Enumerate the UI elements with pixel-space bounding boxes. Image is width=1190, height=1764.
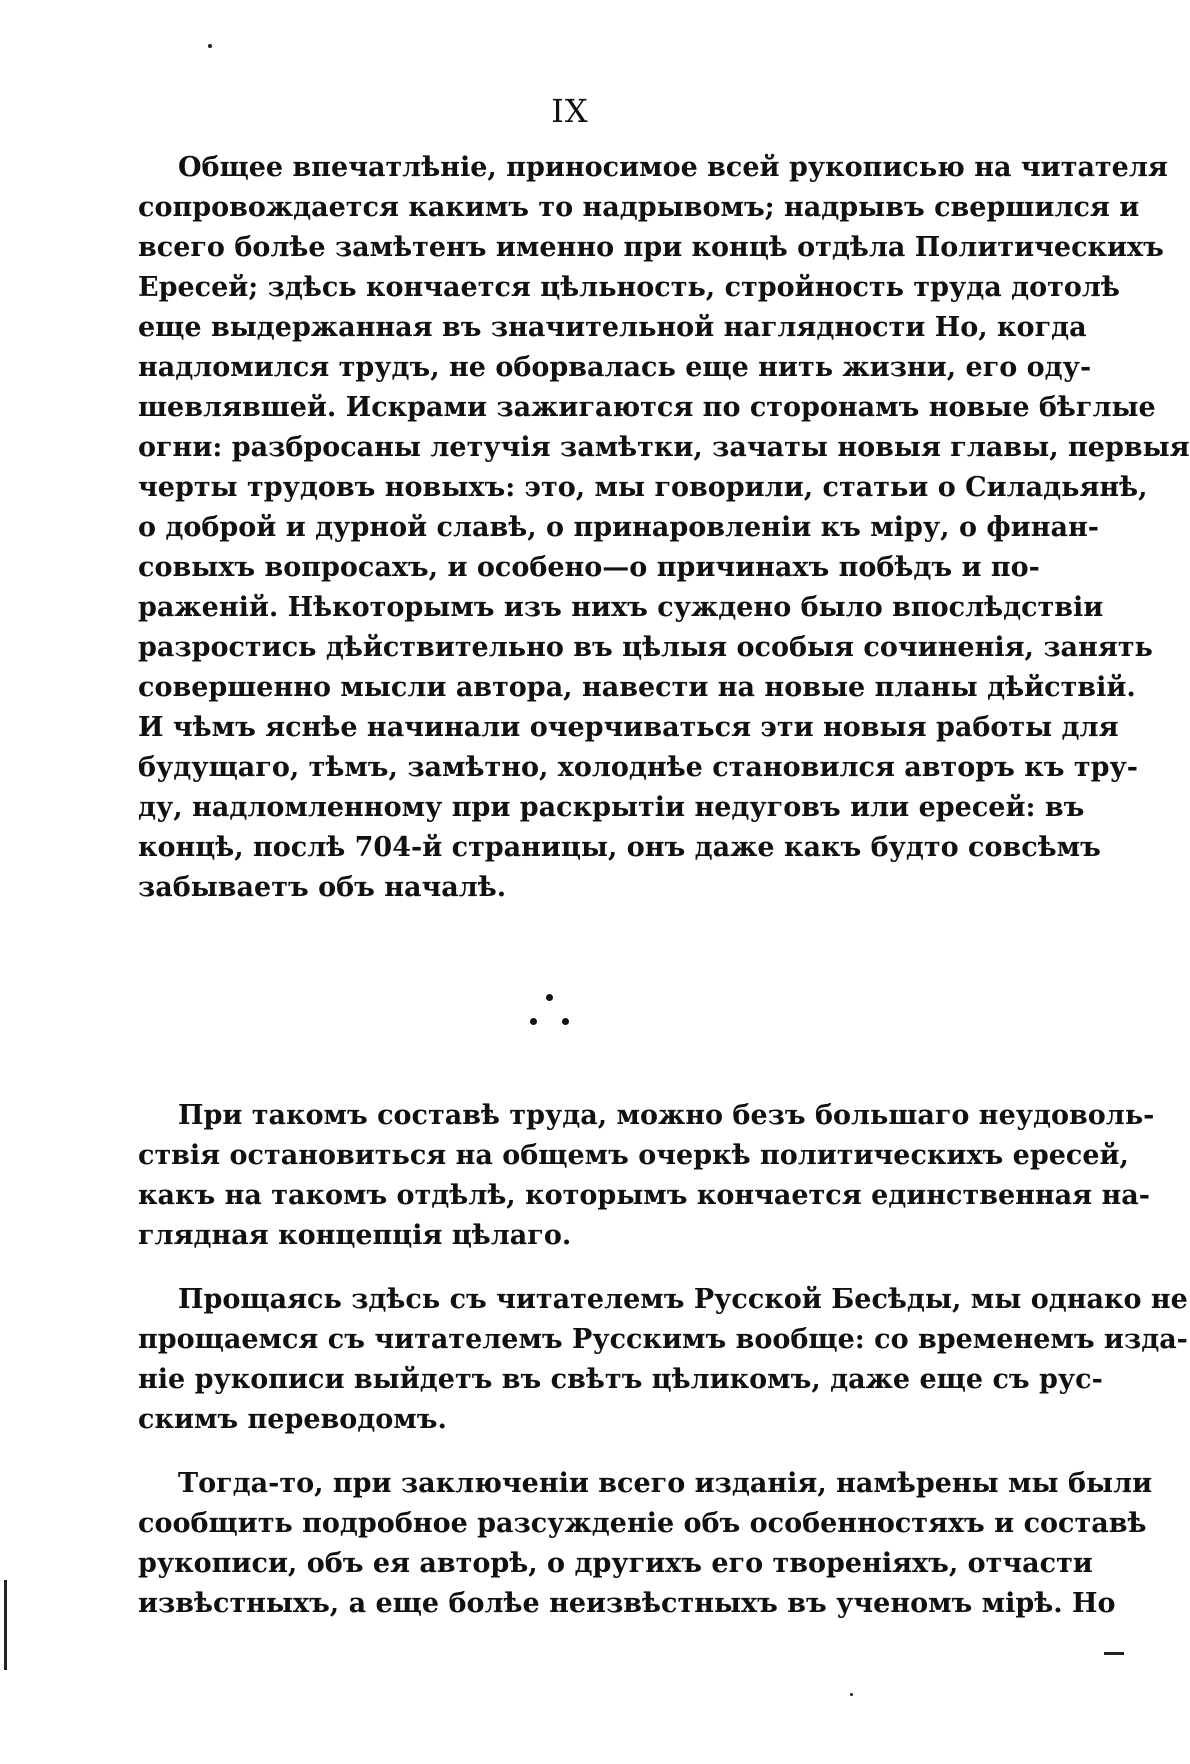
text-line: будущаго, тѣмъ, замѣтно, холоднѣе становился авторъ къ тру- [138,752,1138,783]
text-line: какъ на такомъ отдѣлѣ, которымъ кончается единственная на- [138,1180,1150,1211]
text-line: совыхъ вопросахъ, и особено—о причинахъ побѣдъ и по- [138,552,1040,583]
text-line: разростись дѣйствительно въ цѣлыя особыя сочиненія, занять [138,632,1153,663]
text-line: прощаемся съ читателемъ Русскимъ вообще: со временемъ изда- [138,1324,1188,1355]
text-line: Тогда-то, при заключеніи всего изданія, намѣрены мы были [178,1468,1153,1499]
text-line: огни: разбросаны летучія замѣтки, зачаты новыя главы, первыя [138,432,1190,463]
section-1-paragraph [138,148,1190,908]
text-line: ствія остановиться на общемъ очеркѣ политическихъ ересей, [138,1140,1129,1171]
text-line: сообщить подробное разсужденіе объ особенностяхъ и составѣ [138,1508,1147,1539]
text-line: Прощаясь здѣсь съ читателемъ Русской Бесѣды, мы однако не [178,1284,1188,1315]
text-line: При такомъ составѣ труда, можно безъ большаго неудоволь- [178,1100,1155,1131]
text-line: извѣстныхъ, а еще болѣе неизвѣстныхъ въ ученомъ мірѣ. Но [138,1588,1116,1619]
text-line: забываетъ объ началѣ. [138,872,507,903]
text-line: о доброй и дурной славѣ, о принаровленіи къ міру, о финан- [138,512,1099,543]
text-line: рукописи, объ ея авторѣ, о другихъ его твореніяхъ, отчасти [138,1548,1093,1579]
scan-edge-mark [4,1580,7,1670]
asterism-dot [546,994,553,1001]
text-line: скимъ переводомъ. [138,1404,447,1435]
section-2-paragraph [138,1280,1188,1440]
asterism-dot [562,1018,569,1025]
asterism-dot [530,1018,537,1025]
text-line: сопровождается какимъ то надрывомъ; надрывъ свершился и [138,192,1140,223]
text-line: черты трудовъ новыхъ: это, мы говорили, статьи о Силадьянѣ, [138,472,1148,503]
text-line: концѣ, послѣ 704-й страницы, онъ даже какъ будто совсѣмъ [138,832,1101,863]
text-line: И чѣмъ яснѣе начинали очерчиваться эти новыя работы для [138,712,1119,743]
asterism-divider [520,990,580,1050]
text-line: Ересей; здѣсь кончается цѣльность, стройность труда дотолѣ [138,272,1120,303]
text-line: глядная концепція цѣлаго. [138,1220,572,1251]
section-2 [138,1096,1188,1624]
text-line: ду, надломленному при раскрытіи недуговъ или ересей: въ [138,792,1085,823]
section-2-paragraph [138,1464,1153,1624]
scan-speck [850,1693,853,1696]
text-line: ніе рукописи выйдетъ въ свѣтъ цѣликомъ, даже еще съ рус- [138,1364,1103,1395]
scan-speck [208,44,212,48]
text-line: раженій. Нѣкоторымъ изъ нихъ суждено было впослѣдствіи [138,592,1104,623]
scan-dash-mark [1104,1652,1124,1655]
text-line: шевлявшей. Искрами зажигаются по сторонамъ новые бѣглые [138,392,1156,423]
page-number: IX [551,92,589,130]
text-line: совершенно мысли автора, навести на новые планы дѣйствій. [138,672,1136,703]
text-line: всего болѣе замѣтенъ именно при концѣ отдѣла Политическихъ [138,232,1164,263]
text-line: еще выдержанная въ значительной наглядности Но, когда [138,312,1087,343]
text-line: надломился трудъ, не оборвалась еще нить жизни, его оду- [138,352,1092,383]
text-line: Общее впечатлѣніе, приносимое всей рукописью на читателя [178,152,1168,183]
section-2-paragraph [138,1096,1155,1256]
